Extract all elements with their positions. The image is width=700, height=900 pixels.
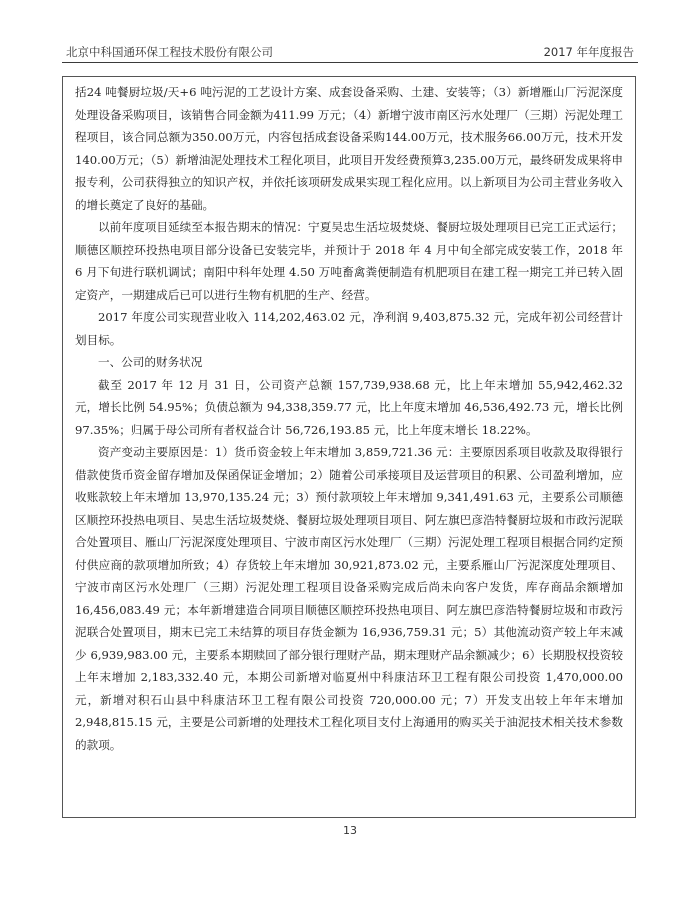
header-divider <box>62 62 638 63</box>
content-frame <box>62 76 636 818</box>
paragraph-total-assets: 截至 2017 年 12 月 31 日，公司资产总额 157,739,938.68 元，比上年末增加 55,942,462.32 元，增长比例 54.95%；负债总额为 94,338,359.77 元，比上年度末增加 46,536,492.73 元，增长比例 97.35%；归属于母公司所有者权益合计 56,726,193.85 元，比上年度末增长 18.22%。 <box>75 377 623 437</box>
paragraph-new-projects: 括24 吨餐厨垃圾/天+6 吨污泥的工艺设计方案、成套设备采购、土建、安装等；（3）新增雁山厂污泥深度处理设备采购项目，该销售合同金额为411.99 万元；（4）新增宁波市南区污水处理厂（三期）污泥处理工程项目，该合同总额为350.00万元，内容包括成套设备采购144.00万元，技术服务66.00万元，技术开发140.00万元；（5）新增油泥处理技术工程化项目，此项目开发经费预算3,235.00万元，最终研发成果将申报专利，公司获得独立的知识产权，并依托该项研发成果实现工程化应用。以上新项目为公司主营业务收入的增长奠定了良好的基础。 <box>75 85 623 212</box>
company-name: 北京中科国通环保工程技术股份有限公司 <box>66 45 273 59</box>
page-number: 13 <box>343 824 357 837</box>
report-title: 2017 年年度报告 <box>543 45 634 59</box>
paragraph-revenue: 2017 年度公司实现营业收入 114,202,463.02 元，净利润 9,403,875.32 元，完成年初公司经营计划目标。 <box>75 310 623 347</box>
section-heading-financial-status: 一、公司的财务状况 <box>98 355 203 369</box>
paragraph-asset-changes: 资产变动主要原因是：1）货币资金较上年末增加 3,859,721.36 元：主要原因系项目收款及取得银行借款使货币资金留存增加及保函保证金增加；2）随着公司承接项目及运营项目的积累、公司盈利增加，应收账款较上年末增加 13,970,135.24 元；3）预付款项较上年末增加 9,341,491.63 元，主要系公司顺德区顺控环投热电项目、吴忠生活垃圾焚烧、餐厨垃圾处理项目项目、阿左旗巴彦浩特餐厨垃圾和市政污泥联合处置项目、雁山厂污泥深度处理项目、宁波市南区污水处理厂（三期）污泥处理工程项目根据合同约定预付供应商的款项增加所致；4）存货较上年末增加 30,921,873.02 元，主要系雁山厂污泥深度处理项目、宁波市南区污水处理厂（三期）污泥处理工程项目设备采购完成后尚未向客户发货，库存商品余额增加 16,456,083.49 元；本年新增建造合同项目顺德区顺控环投热电项目、阿左旗巴彦浩特餐厨垃圾和市政污泥联合处置项目，期末已完工未结算的项目存货金额为 16,936,759.31 元；5）其他流动资产较上年末减少 6,939,983.00 元，主要系本期赎回了部分银行理财产品，期末理财产品余额减少；6）长期股权投资较上年末增加 2,183,332.40 元，本期公司新增对临夏州中科康洁环卫工程有限公司投资 1,470,000.00 元，新增对积石山县中科康洁环卫工程有限公司投资 720,000.00 元；7）开发支出较上年年末增加 2,948,815.15 元，主要是公司新增的处理技术工程化项目支付上海通用的购买关于油泥技术相关技术参数的款项。 <box>75 445 623 752</box>
paragraph-ongoing-projects: 以前年度项目延续至本报告期末的情况：宁夏吴忠生活垃圾焚烧、餐厨垃圾处理项目已完工正式运行；顺德区顺控环投热电项目部分设备已安装完毕，并预计于 2018 年 4 月中旬全部完成安装工作，2018 年 6 月下旬进行联机调试；南阳中科年处理 4.50 万吨畜禽粪便制造有机肥项目在建工程一期完工并已转入固定资产，一期建成后已可以进行生物有机肥的生产、经营。 <box>75 220 623 302</box>
page-header <box>62 40 638 62</box>
